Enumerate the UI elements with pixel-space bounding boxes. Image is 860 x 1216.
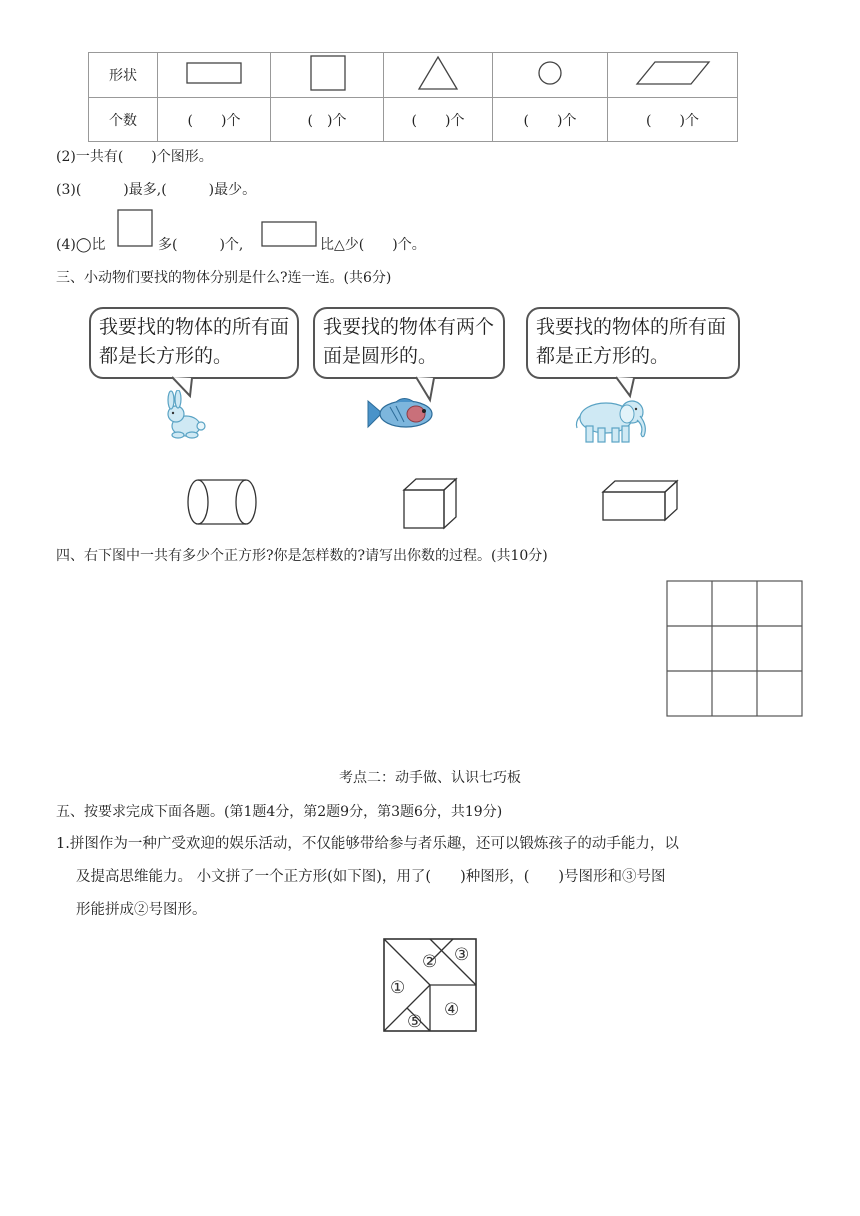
tangram-label-3: ③ — [454, 945, 470, 965]
q1-line-3: 形能拼成②号图形。 — [76, 902, 207, 918]
bubble-text-elephant: 我要找的物体的所有面都是正方形的。 — [536, 316, 727, 367]
question-3: (3)( )最多,( )最少。 — [56, 182, 257, 198]
section-5-title: 五、按要求完成下面各题。(第1题4分，第2题9分，第3题6分，共19分) — [56, 804, 503, 820]
tangram-label-4: ④ — [444, 1000, 460, 1020]
bubble-text-fish: 我要找的物体有两个面是圆形的。 — [323, 316, 495, 367]
bubble-text-rabbit: 我要找的物体的所有面都是长方形的。 — [99, 316, 290, 367]
square-grid-figure — [666, 580, 804, 718]
tangram-label-1: ① — [390, 978, 406, 998]
bubble-tails — [0, 0, 860, 420]
count-blank-circle[interactable]: ( )个 — [493, 98, 608, 142]
count-blank-parallelogram[interactable]: ( )个 — [608, 98, 738, 142]
cube-icon[interactable] — [400, 476, 460, 532]
fish-icon[interactable] — [366, 393, 438, 435]
count-blank-triangle[interactable]: ( )个 — [384, 98, 493, 142]
q1-line-1: 1.拼图作为一种广受欢迎的娱乐活动，不仅能够带给参与者乐趣，还可以锻炼孩子的动手能力，以 — [56, 836, 679, 852]
q4-part2: 多( )个, — [158, 237, 244, 253]
q4-part1: (4)◯比 — [56, 237, 106, 253]
elephant-icon[interactable] — [572, 396, 652, 444]
topic-2-heading: 考点二：动手做、认识七巧板 — [339, 770, 521, 786]
cuboid-icon[interactable] — [600, 478, 680, 524]
tangram-square-figure — [382, 937, 478, 1033]
question-2: (2)一共有( )个图形。 — [56, 149, 213, 165]
section-4-title: 四、右下图中一共有多少个正方形?你是怎样数的?请写出你数的过程。(共10分) — [56, 548, 548, 564]
count-blank-rectangle[interactable]: ( )个 — [158, 98, 271, 142]
section-3-title: 三、小动物们要找的物体分别是什么?连一连。(共6分) — [56, 270, 392, 286]
row-label-shape: 形状 — [89, 53, 158, 98]
tangram-label-5: ⑤ — [407, 1012, 423, 1032]
rabbit-icon[interactable] — [158, 390, 214, 440]
cylinder-icon[interactable] — [184, 476, 262, 528]
count-blank-square[interactable]: ( )个 — [271, 98, 384, 142]
tangram-label-2: ② — [422, 952, 438, 972]
q4-part3: 比△少( )个。 — [320, 237, 426, 253]
section-5-question-1 — [56, 828, 808, 927]
row-label-count: 个数 — [89, 98, 158, 142]
q1-line-2: 及提高思维能力。 小文拼了一个正方形(如下图)，用了( )种图形，( )号图形和③号图 — [76, 869, 666, 885]
